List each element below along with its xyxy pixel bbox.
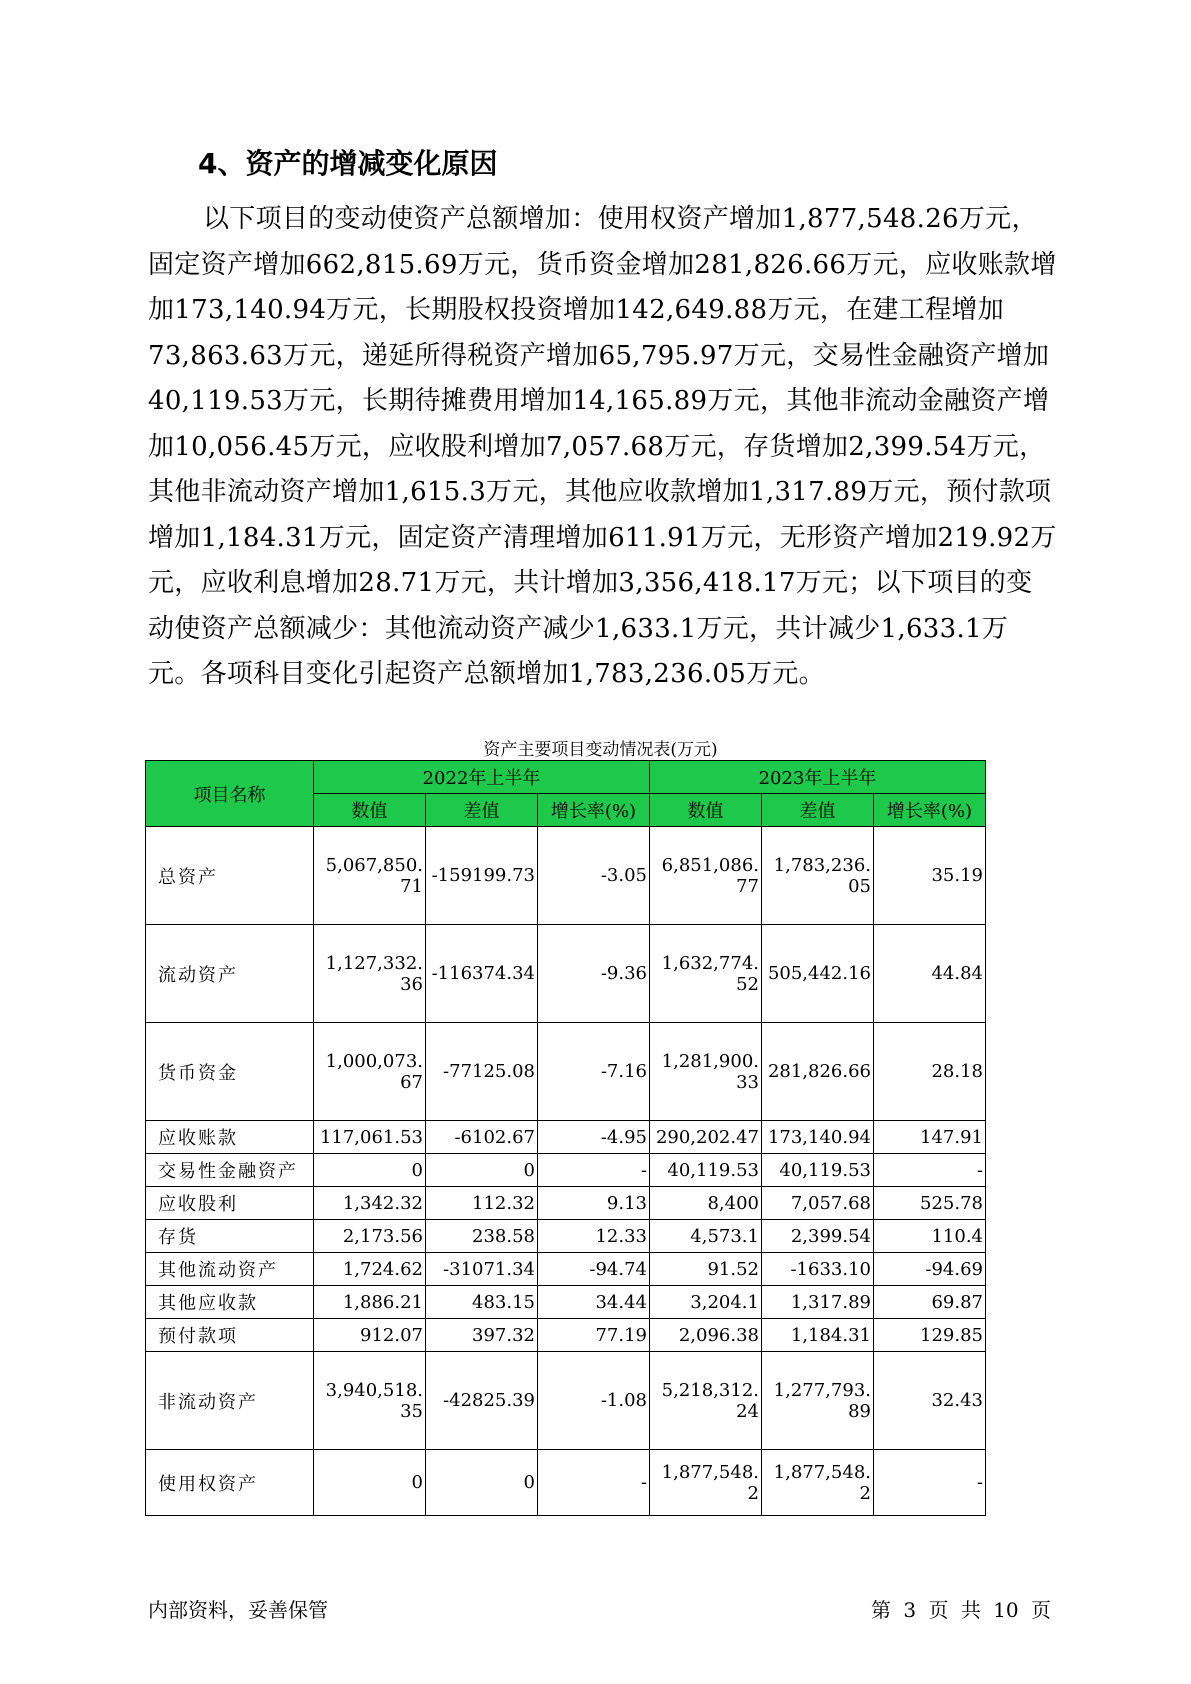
section-heading: 4、资产的增减变化原因 xyxy=(198,147,498,180)
cell-v1: 0 xyxy=(314,1154,426,1187)
cell-g1: -1.08 xyxy=(538,1352,650,1450)
table-row xyxy=(146,1319,986,1352)
table-row xyxy=(146,1286,986,1319)
row-label: 其他流动资产 xyxy=(146,1253,314,1286)
cell-d2: 2,399.54 xyxy=(762,1220,874,1253)
cell-g2: 32.43 xyxy=(874,1352,986,1450)
cell-v1: 117,061.53 xyxy=(314,1121,426,1154)
table-row xyxy=(146,1154,986,1187)
cell-d1: 238.58 xyxy=(426,1220,538,1253)
cell-g2: 69.87 xyxy=(874,1286,986,1319)
cell-v2: 290,202.47 xyxy=(650,1121,762,1154)
cell-v1: 5,067,850.71 xyxy=(314,827,426,925)
row-label: 其他应收款 xyxy=(146,1286,314,1319)
cell-d1: 483.15 xyxy=(426,1286,538,1319)
cell-d2: 173,140.94 xyxy=(762,1121,874,1154)
cell-d1: -31071.34 xyxy=(426,1253,538,1286)
table-row xyxy=(146,1450,986,1516)
table-row xyxy=(146,1253,986,1286)
cell-g1: -94.74 xyxy=(538,1253,650,1286)
cell-v1: 912.07 xyxy=(314,1319,426,1352)
row-label: 交易性金融资产 xyxy=(146,1154,314,1187)
cell-g2: 28.18 xyxy=(874,1023,986,1121)
row-label: 存货 xyxy=(146,1220,314,1253)
cell-v1: 1,886.21 xyxy=(314,1286,426,1319)
header-value: 数值 xyxy=(314,794,426,827)
cell-d2: -1633.10 xyxy=(762,1253,874,1286)
footer-confidential: 内部资料，妥善保管 xyxy=(148,1598,328,1622)
cell-v2: 5,218,312.24 xyxy=(650,1352,762,1450)
row-label: 应收账款 xyxy=(146,1121,314,1154)
table-row xyxy=(146,1023,986,1121)
table-row xyxy=(146,1121,986,1154)
cell-v2: 3,204.1 xyxy=(650,1286,762,1319)
cell-g1: - xyxy=(538,1450,650,1516)
header-diff: 差值 xyxy=(762,794,874,827)
table-header-row xyxy=(146,761,986,794)
table-row xyxy=(146,827,986,925)
cell-d2: 1,317.89 xyxy=(762,1286,874,1319)
row-label: 应收股利 xyxy=(146,1187,314,1220)
cell-g1: 9.13 xyxy=(538,1187,650,1220)
cell-d1: -6102.67 xyxy=(426,1121,538,1154)
cell-v2: 2,096.38 xyxy=(650,1319,762,1352)
cell-g2: - xyxy=(874,1450,986,1516)
cell-v1: 0 xyxy=(314,1450,426,1516)
cell-v1: 1,342.32 xyxy=(314,1187,426,1220)
cell-d1: 0 xyxy=(426,1154,538,1187)
cell-v2: 1,877,548.2 xyxy=(650,1450,762,1516)
cell-d1: 397.32 xyxy=(426,1319,538,1352)
cell-v1: 3,940,518.35 xyxy=(314,1352,426,1450)
cell-v1: 1,127,332.36 xyxy=(314,925,426,1023)
cell-d2: 7,057.68 xyxy=(762,1187,874,1220)
cell-v2: 40,119.53 xyxy=(650,1154,762,1187)
header-growth: 增长率(%) xyxy=(874,794,986,827)
cell-d2: 1,184.31 xyxy=(762,1319,874,1352)
table-row xyxy=(146,1352,986,1450)
footer-page-number: 第 3 页 共 10 页 xyxy=(871,1598,1051,1622)
cell-d2: 281,826.66 xyxy=(762,1023,874,1121)
cell-g2: - xyxy=(874,1154,986,1187)
cell-g2: -94.69 xyxy=(874,1253,986,1286)
cell-v2: 91.52 xyxy=(650,1253,762,1286)
table-caption: 资产主要项目变动情况表(万元) xyxy=(483,740,718,760)
cell-d1: -42825.39 xyxy=(426,1352,538,1450)
table-row xyxy=(146,1187,986,1220)
cell-d2: 1,783,236.05 xyxy=(762,827,874,925)
header-diff: 差值 xyxy=(426,794,538,827)
cell-g1: -7.16 xyxy=(538,1023,650,1121)
header-item-name: 项目名称 xyxy=(146,761,314,827)
cell-g2: 35.19 xyxy=(874,827,986,925)
asset-change-table xyxy=(145,760,986,1516)
cell-g2: 44.84 xyxy=(874,925,986,1023)
table-row xyxy=(146,1220,986,1253)
cell-v2: 1,281,900.33 xyxy=(650,1023,762,1121)
cell-d1: -116374.34 xyxy=(426,925,538,1023)
cell-g1: - xyxy=(538,1154,650,1187)
cell-g2: 147.91 xyxy=(874,1121,986,1154)
cell-g1: -9.36 xyxy=(538,925,650,1023)
row-label: 使用权资产 xyxy=(146,1450,314,1516)
cell-g1: 77.19 xyxy=(538,1319,650,1352)
table-row xyxy=(146,925,986,1023)
header-period-2023: 2023年上半年 xyxy=(650,761,986,794)
cell-v2: 8,400 xyxy=(650,1187,762,1220)
cell-g1: -3.05 xyxy=(538,827,650,925)
cell-v1: 1,724.62 xyxy=(314,1253,426,1286)
row-label: 非流动资产 xyxy=(146,1352,314,1450)
row-label: 流动资产 xyxy=(146,925,314,1023)
header-growth: 增长率(%) xyxy=(538,794,650,827)
cell-d1: 112.32 xyxy=(426,1187,538,1220)
row-label: 预付款项 xyxy=(146,1319,314,1352)
cell-g2: 110.4 xyxy=(874,1220,986,1253)
cell-v2: 6,851,086.77 xyxy=(650,827,762,925)
cell-g1: 34.44 xyxy=(538,1286,650,1319)
cell-g1: 12.33 xyxy=(538,1220,650,1253)
header-value: 数值 xyxy=(650,794,762,827)
cell-d1: -77125.08 xyxy=(426,1023,538,1121)
cell-v2: 1,632,774.52 xyxy=(650,925,762,1023)
cell-d1: 0 xyxy=(426,1450,538,1516)
cell-d1: -159199.73 xyxy=(426,827,538,925)
row-label: 货币资金 xyxy=(146,1023,314,1121)
row-label: 总资产 xyxy=(146,827,314,925)
header-period-2022: 2022年上半年 xyxy=(314,761,650,794)
cell-d2: 1,877,548.2 xyxy=(762,1450,874,1516)
cell-g1: -4.95 xyxy=(538,1121,650,1154)
cell-v1: 2,173.56 xyxy=(314,1220,426,1253)
cell-g2: 525.78 xyxy=(874,1187,986,1220)
cell-g2: 129.85 xyxy=(874,1319,986,1352)
cell-v2: 4,573.1 xyxy=(650,1220,762,1253)
cell-d2: 505,442.16 xyxy=(762,925,874,1023)
cell-d2: 1,277,793.89 xyxy=(762,1352,874,1450)
cell-v1: 1,000,073.67 xyxy=(314,1023,426,1121)
body-paragraph: 以下项目的变动使资产总额增加：使用权资产增加1,877,548.26万元，固定资产增加662,815.69万元，货币资金增加281,826.66万元，应收账款增加173,140.94万元，长期股权投资增加142,649.88万元，在建工程增加73,863.63万元，递延所得税资产增加65,795.97万元，交易性金融资产增加40,119.53万元，长期待摊费用增加14,165.89万元，其他非流动金融资产增加10,056.45万元，应收股利增加7,057.68万元，存货增加2,399.54万元，其他非流动资产增加1,615.3万元，其他应收款增加1,317.89万元，预付款项增加1,184.31万元，固定资产清理增加611.91万元，无形资产增加219.92万元，应收利息增加28.71万元，共计增加3,356,418.17万元；以下项目的变动使资产总额减少：其他流动资产减少1,633.1万元，共计减少1,633.1万元。各项科目变化引起资产总额增加1,783,236.05万元。 xyxy=(148,204,1057,689)
cell-d2: 40,119.53 xyxy=(762,1154,874,1187)
